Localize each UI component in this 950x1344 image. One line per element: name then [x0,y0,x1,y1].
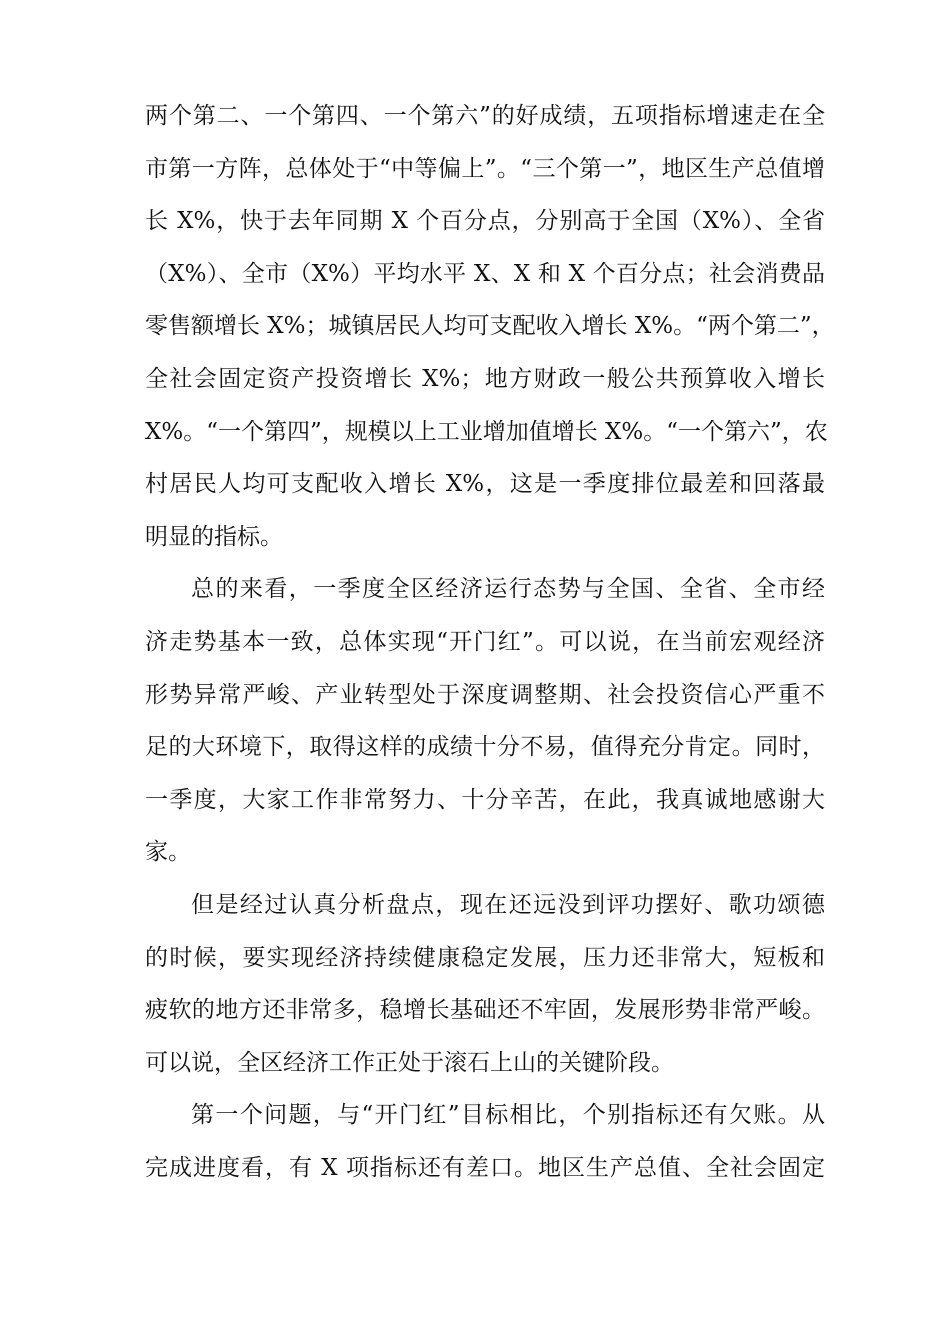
paragraph-line: 长 X%，快于去年同期 X 个百分点，分别高于全国（X%）、全省 [145,208,825,235]
paragraph-line: 村居民人均可支配收入增长 X%，这是一季度排位最差和回落最 [145,471,825,498]
paragraph-line: 全社会固定资产投资增长 X%；地方财政一般公共预算收入增长 [145,365,825,392]
paragraph-line: 市第一方阵，总体处于“中等偏上”。“三个第一”，地区生产总值增 [145,155,825,182]
paragraph-line: （X%）、全市（X%）平均水平 X、X 和 X 个百分点；社会消费品 [145,260,825,287]
paragraph-line: 济走势基本一致，总体实现“开门红”。可以说，在当前宏观经济 [145,628,825,655]
paragraph-line: 两个第二、一个第四、一个第六”的好成绩，五项指标增速走在全 [145,103,825,129]
paragraph-line: 的时候，要实现经济持续健康稳定发展，压力还非常大，短板和 [145,944,825,971]
paragraph-line: 明显的指标。 [145,523,283,550]
paragraph-line: 完成进度看，有 X 项指标还有差口。地区生产总值、全社会固定 [145,1154,825,1181]
paragraph-line: 零售额增长 X%；城镇居民人均可支配收入增长 X%。“两个第二”， [145,313,835,340]
paragraph-line: 一季度，大家工作非常努力、十分辛苦，在此，我真诚地感谢大 [145,786,825,813]
paragraph-first-line: 但是经过认真分析盘点，现在还远没到评功摆好、歌功颂德 [191,891,825,918]
paragraph-line: 家。 [145,839,191,866]
paragraph-first-line: 第一个问题，与“开门红”目标相比，个别指标还有欠账。从 [191,1102,825,1129]
paragraph-line: 形势异常严峻、产业转型处于深度调整期、社会投资信心严重不 [145,681,825,708]
paragraph-first-line: 总的来看，一季度全区经济运行态势与全国、全省、全市经 [191,576,825,603]
paragraph-line: X%。“一个第四”，规模以上工业增加值增长 X%。“一个第六”，农 [145,418,828,445]
document-body [145,90,835,1194]
paragraph-line: 可以说，全区经济工作正处于滚石上山的关键阶段。 [145,1049,674,1076]
paragraph-line: 足的大环境下，取得这样的成绩十分不易，值得充分肯定。同时， [145,734,825,761]
paragraph-line: 疲软的地方还非常多，稳增长基础还不牢固，发展形势非常严峻。 [145,997,825,1024]
